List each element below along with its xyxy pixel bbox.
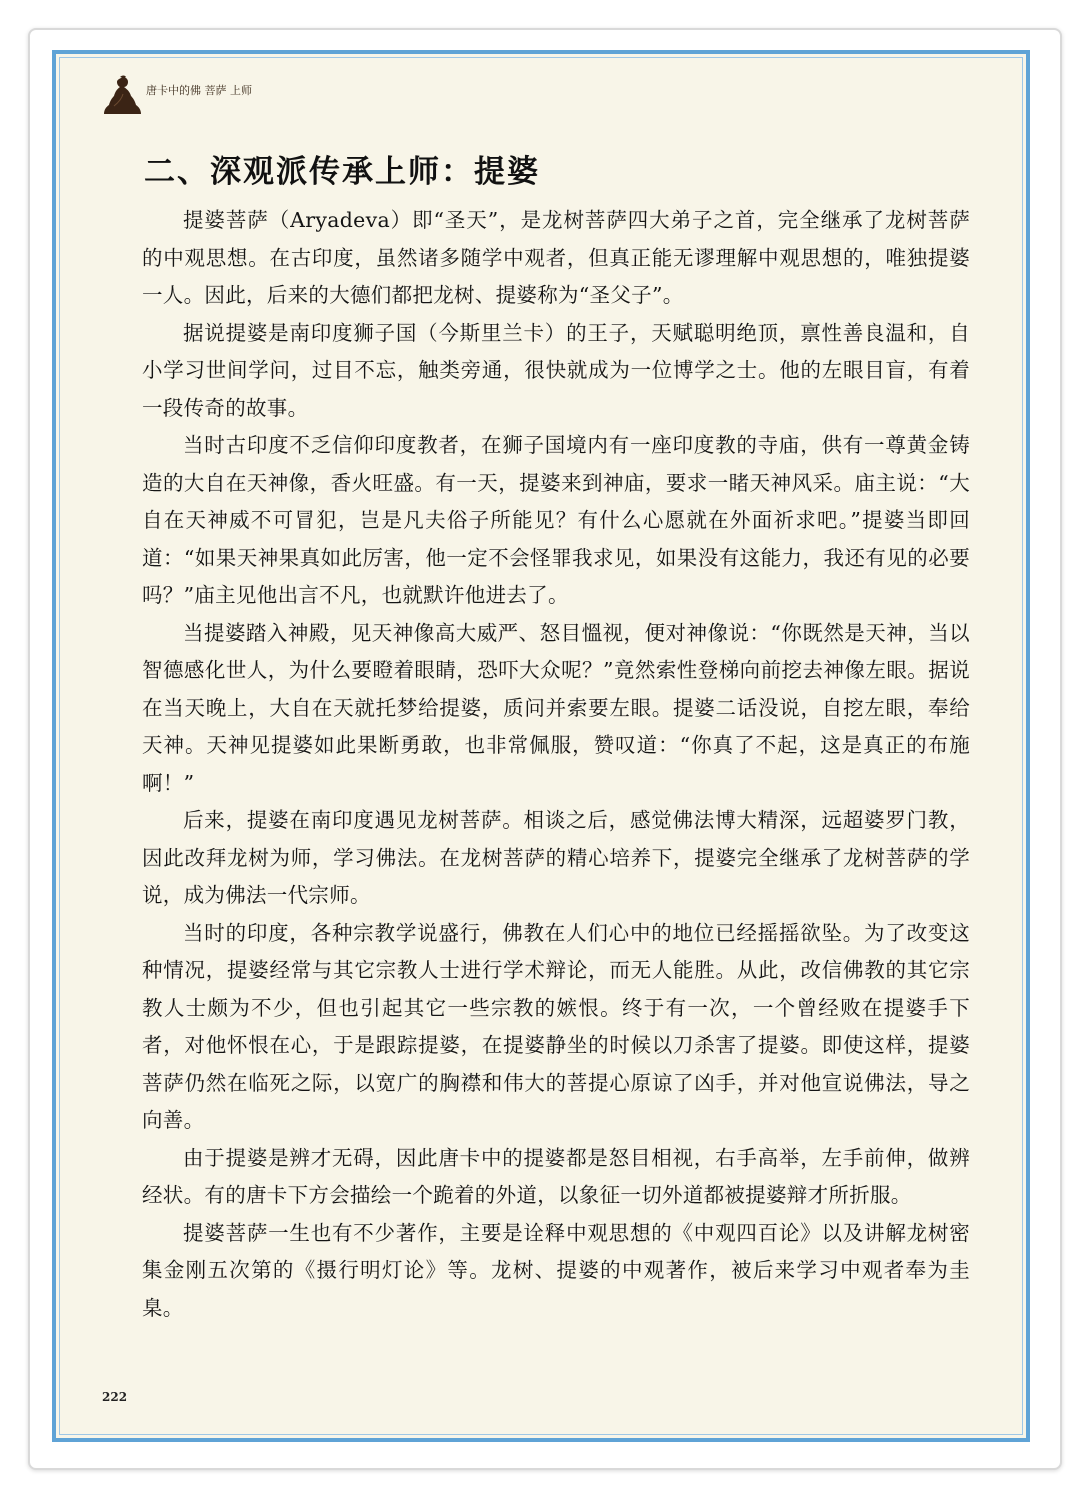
section-title: 二、深观派传承上师：提婆 [144, 154, 540, 190]
paragraph: 由于提婆是辨才无碍，因此唐卡中的提婆都是怒目相视，右手高举，左手前伸，做辨经状。有的唐卡下方会描绘一个跪着的外道，以象征一切外道都被提婆辩才所折服。 [142, 1145, 970, 1207]
paragraph: 当时古印度不乏信仰印度教者，在狮子国境内有一座印度教的寺庙，供有一尊黄金铸造的大自在天神像，香火旺盛。有一天，提婆来到神庙，要求一睹天神风采。庙主说：“大自在天神威不可冒犯，岂是凡夫俗子所能见？有什么心愿就在外面祈求吧。”提婆当即回道：“如果天神果真如此厉害，他一定不会怪罪我求见，如果没有这能力，我还有见的必要吗？”庙主见他出言不凡，也就默许他进去了。 [142, 433, 970, 607]
paragraph: 当时的印度，各种宗教学说盛行，佛教在人们心中的地位已经摇摇欲坠。为了改变这种情况，提婆经常与其它宗教人士进行学术辩论，而无人能胜。从此，改信佛教的其它宗教人士颇为不少，但也引起其它一些宗教的嫉恨。终于有一次，一个曾经败在提婆手下者，对他怀恨在心，于是跟踪提婆，在提婆静坐的时候以刀杀害了提婆。即使这样，提婆菩萨仍然在临死之际，以宽广的胸襟和伟大的菩提心原谅了凶手，并对他宣说佛法，导之向善。 [142, 920, 970, 1132]
page-number: 222 [102, 1390, 128, 1404]
body-text [142, 202, 970, 1327]
paragraph: 提婆菩萨（Aryadeva）即“圣天”，是龙树菩萨四大弟子之首，完全继承了龙树菩萨的中观思想。在古印度，虽然诸多随学中观者，但真正能无谬理解中观思想的，唯独提婆一人。因此，后来的大德们都把龙树、提婆称为“圣父子”。 [142, 208, 970, 307]
running-header [102, 68, 252, 116]
paragraph: 据说提婆是南印度狮子国（今斯里兰卡）的王子，天赋聪明绝顶，禀性善良温和，自小学习世间学问，过目不忘，触类旁通，很快就成为一位博学之士。他的左眼目盲，有着一段传奇的故事。 [142, 320, 970, 420]
seated-master-icon [102, 74, 142, 116]
book-page [52, 50, 1030, 1442]
paragraph: 当提婆踏入神殿，见天神像高大威严、怒目慍视，便对神像说：“你既然是天神，当以智德感化世人，为什么要瞪着眼睛，恐吓大众呢？”竟然索性登梯向前挖去神像左眼。据说在当天晚上，大自在天就托梦给提婆，质问并索要左眼。提婆二话没说，自挖左眼，奉给天神。天神见提婆如此果断勇敢，也非常佩服，赞叹道：“你真了不起，这是真正的布施啊！” [142, 620, 970, 795]
paragraph: 后来，提婆在南印度遇见龙树菩萨。相谈之后，感觉佛法博大精深，远超婆罗门教，因此改拜龙树为师，学习佛法。在龙树菩萨的精心培养下，提婆完全继承了龙树菩萨的学说，成为佛法一代宗师。 [142, 808, 970, 907]
paragraph: 提婆菩萨一生也有不少著作，主要是诠释中观思想的《中观四百论》以及讲解龙树密集金刚五次第的《摄行明灯论》等。龙树、提婆的中观著作，被后来学习中观者奉为圭臬。 [142, 1220, 970, 1320]
running-title: 唐卡中的佛 菩萨 上师 [146, 84, 252, 97]
